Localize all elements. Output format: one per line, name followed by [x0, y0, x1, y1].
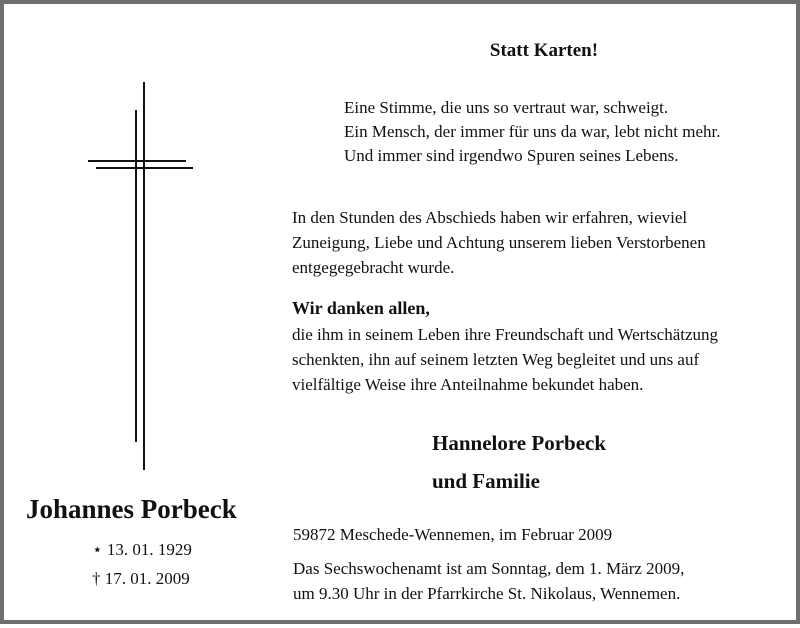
mass-notice — [293, 556, 684, 606]
farewell-line: In den Stunden des Abschieds haben wir erfahren, wieviel — [292, 208, 688, 227]
mass-line: Das Sechswochenamt ist am Sonntag, dem 1. März 2009, — [293, 559, 685, 578]
birth-date: ⋆ 13. 01. 1929 — [92, 540, 192, 559]
thanks-heading: Wir danken allen, — [292, 298, 430, 318]
page-title: Statt Karten! — [489, 40, 599, 61]
signature-name: Hannelore Porbeck — [432, 431, 607, 455]
signature-family: und Familie — [432, 469, 540, 493]
death-date: † 17. 01. 2009 — [92, 569, 190, 588]
deceased-name: Johannes Porbeck — [26, 494, 237, 524]
poem-line: Ein Mensch, der immer für uns da war, lebt nicht mehr. — [344, 122, 721, 141]
poem-line: Und immer sind irgendwo Spuren seines Lebens. — [344, 146, 679, 165]
thanks-paragraph — [292, 322, 718, 397]
thanks-line: schenkten, ihn auf seinem letzten Weg begleitet und uns auf — [292, 350, 700, 369]
thanks-line: vielfältige Weise ihre Anteilnahme bekundet haben. — [292, 375, 644, 394]
farewell-line: entgegegebracht wurde. — [292, 258, 455, 277]
farewell-line: Zuneigung, Liebe und Achtung unserem lieben Verstorbenen — [292, 233, 706, 252]
thanks-line: die ihm in seinem Leben ihre Freundschaft und Wertschätzung — [292, 325, 719, 344]
poem — [344, 96, 721, 168]
farewell-paragraph — [292, 205, 706, 280]
poem-line: Eine Stimme, die uns so vertraut war, schweigt. — [344, 98, 669, 117]
place-date: 59872 Meschede-Wennemen, im Februar 2009 — [293, 525, 613, 544]
mass-line: um 9.30 Uhr in der Pfarrkirche St. Nikolaus, Wennemen. — [293, 584, 681, 603]
